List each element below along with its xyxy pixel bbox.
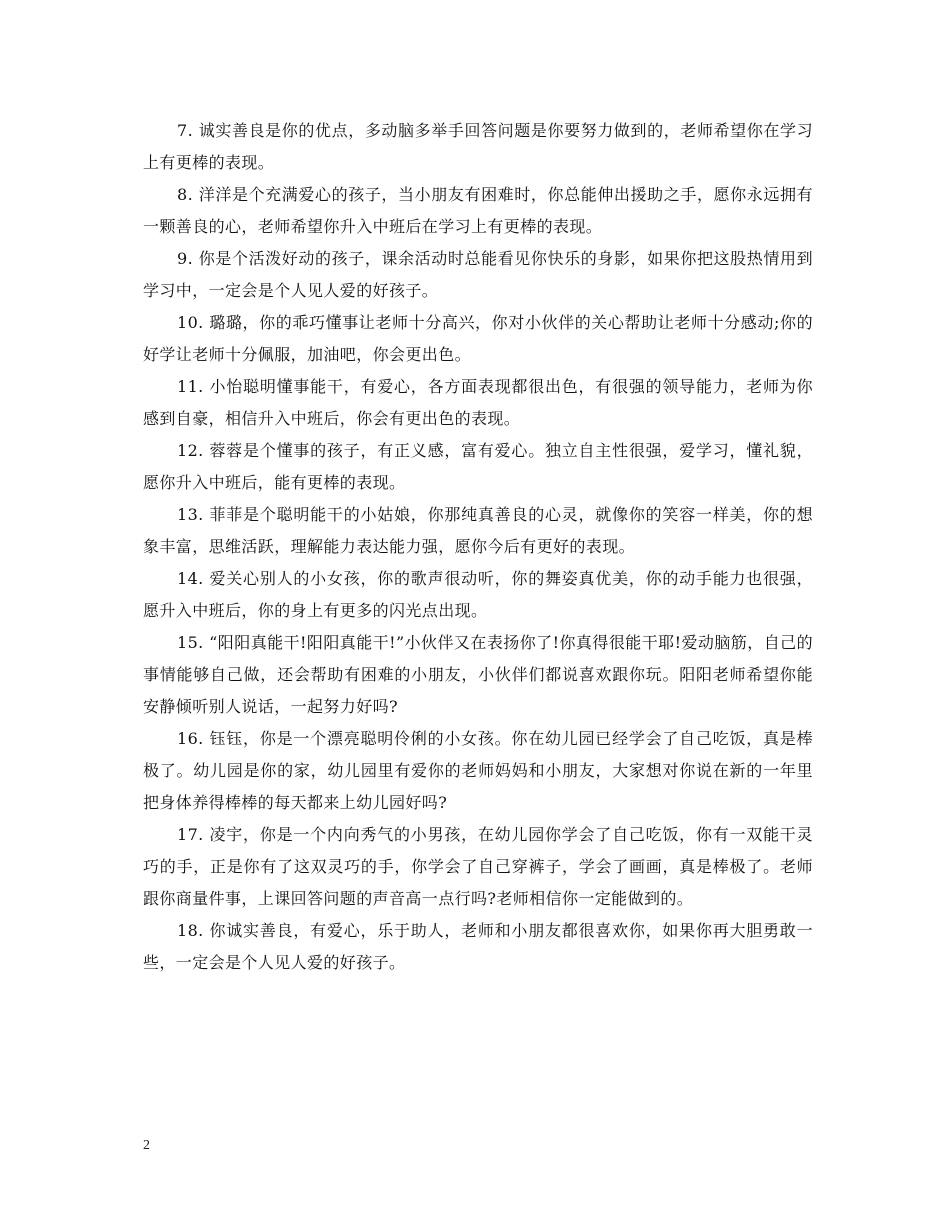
paragraph-14: 14. 爱关心别人的小女孩，你的歌声很动听，你的舞姿真优美，你的动手能力也很强，愿升入中班后，你的身上有更多的闪光点出现。: [143, 569, 813, 620]
paragraph-9: 9. 你是个活泼好动的孩子，课余活动时总能看见你快乐的身影，如果你把这股热情用到学习中，一定会是个人见人爱的好孩子。: [143, 249, 813, 300]
paragraph-10: 10. 璐璐，你的乖巧懂事让老师十分高兴，你对小伙伴的关心帮助让老师十分感动;你的好学让老师十分佩服，加油吧，你会更出色。: [143, 313, 813, 364]
paragraph-13: 13. 菲菲是个聪明能干的小姑娘，你那纯真善良的心灵，就像你的笑容一样美，你的想象丰富，思维活跃，理解能力表达能力强，愿你今后有更好的表现。: [143, 505, 813, 556]
paragraph-17: 17. 凌宇，你是一个内向秀气的小男孩，在幼儿园你学会了自己吃饭，你有一双能干灵巧的手，正是你有了这双灵巧的手，你学会了自己穿裤子，学会了画画，真是棒极了。老师跟你商量件事，上课回答问题的声音高一点行吗?老师相信你一定能做到的。: [143, 825, 813, 908]
paragraph-7: 7. 诚实善良是你的优点，多动脑多举手回答问题是你要努力做到的，老师希望你在学习上有更棒的表现。: [143, 121, 813, 172]
paragraph-8: 8. 洋洋是个充满爱心的孩子，当小朋友有困难时，你总能伸出援助之手，愿你永远拥有一颗善良的心，老师希望你升入中班后在学习上有更棒的表现。: [143, 185, 813, 236]
paragraph-16: 16. 钰钰，你是一个漂亮聪明伶俐的小女孩。你在幼儿园已经学会了自己吃饭，真是棒极了。幼儿园是你的家，幼儿园里有爱你的老师妈妈和小朋友，大家想对你说在新的一年里把身体养得棒棒的每天都来上幼儿园好吗?: [143, 729, 813, 812]
paragraph-18: 18. 你诚实善良，有爱心，乐于助人，老师和小朋友都很喜欢你，如果你再大胆勇敢一些，一定会是个人见人爱的好孩子。: [143, 921, 813, 972]
page-number: 2: [143, 1138, 150, 1153]
paragraph-15: 15. “阳阳真能干!阳阳真能干!”小伙伴又在表扬你了!你真得很能干耶!爱动脑筋，自己的事情能够自己做，还会帮助有困难的小朋友，小伙伴们都说喜欢跟你玩。阳阳老师希望你能安静倾听别人说话，一起努力好吗?: [143, 633, 813, 716]
paragraph-11: 11. 小怡聪明懂事能干，有爱心，各方面表现都很出色，有很强的领导能力，老师为你感到自豪，相信升入中班后，你会有更出色的表现。: [143, 377, 813, 428]
document-body: [143, 115, 813, 979]
paragraph-12: 12. 蓉蓉是个懂事的孩子，有正义感，富有爱心。独立自主性很强，爱学习，懂礼貌，愿你升入中班后，能有更棒的表现。: [143, 441, 813, 492]
